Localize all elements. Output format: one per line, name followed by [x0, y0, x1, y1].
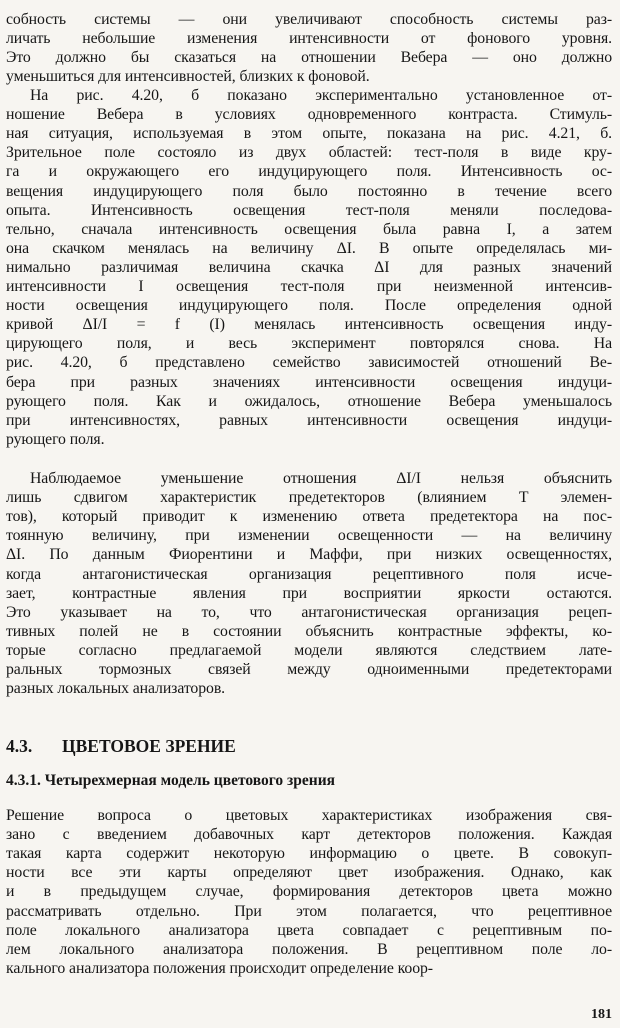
paragraph-2-line: га и окружающего его индуцирующего поля. Интенсивность ос-: [6, 163, 612, 181]
page-number: 181: [591, 1007, 612, 1022]
paragraph-3-line: зает, контрастные явления при восприятии яркости остаются.: [6, 584, 612, 602]
section-heading: [6, 736, 236, 757]
paragraph-2-line: опыта. Интенсивность освещения тест-поля меняли последова-: [6, 201, 612, 219]
paragraph-2-line: нимально различимая величина скачка ΔI для разных значений: [6, 258, 612, 276]
paragraph-2-line: она скачком менялась на величину ΔI. В опыте определялась ми-: [6, 239, 612, 257]
paragraph-2-line: ности освещения индуцирующего поля. После определения одной: [6, 297, 612, 315]
paragraph-2-line: цирующего поля, и весь эксперимент повторялся снова. На: [6, 335, 612, 353]
paragraph-2-line: На рис. 4.20, б показано экспериментально установленное от-: [30, 87, 612, 104]
paragraph-3-line: ральных тормозных связей между одноименными предетекторами: [6, 661, 612, 678]
paragraph-2-line: ная ситуация, используемая в этом опыте, показана на рис. 4.21, б.: [6, 125, 612, 143]
paragraph-2-line: ношение Вебера в условиях одновременного контраста. Стимуль-: [6, 106, 612, 124]
paragraph-2-line: рис. 4.20, б представлено семейство зависимостей отношений Ве-: [6, 354, 612, 372]
paragraph-4-line: и в предыдущем случае, формирования детекторов цвета можно: [6, 883, 612, 901]
paragraph-1-line: собность системы — они увеличивают способность системы раз-: [6, 11, 612, 28]
paragraph-3-line: тивных полей не в состоянии объяснить контрастные эффекты, ко-: [6, 622, 612, 640]
paragraph-4-line: такая карта содержит некоторую информацию о цвете. В совокуп-: [6, 845, 612, 863]
paragraph-4-line: Решение вопроса о цветовых характеристиках изображения свя-: [6, 807, 612, 824]
paragraph-3-line: ΔI. По данным Фиорентини и Маффи, при низких освещенностях,: [6, 546, 612, 564]
paragraph-2-line: тельно, сначала интенсивность освещения была равна I, а затем: [6, 220, 612, 238]
paragraph-4-line: зано с введением добавочных карт детекторов положения. Каждая: [6, 826, 612, 844]
paragraph-4-line: ности все эти карты определяют цвет изображения. Однако, как: [6, 864, 612, 882]
paragraph-3-line: когда антагонистическая организация рецептивного поля исче-: [6, 565, 612, 583]
subsection-heading: 4.3.1. Четырехмерная модель цветового зрения: [6, 772, 336, 789]
paragraph-2-line: Зрительное поле состояло из двух областей: тест-поля в виде кру-: [6, 144, 612, 162]
paragraph-3-line: Это указывает на то, что антагонистическая организация рецеп-: [6, 603, 612, 621]
paragraph-2-line: рующего поля. Как и ожидалось, отношение Вебера уменьшалось: [6, 392, 612, 410]
paragraph-3-line: лишь сдвигом характеристик предетекторов (влиянием T элемен-: [6, 489, 612, 507]
paragraph-1-line: личать небольшие изменения интенсивности от фонового уровня.: [6, 30, 612, 48]
paragraph-1-line: уменьшиться для интенсивностей, близких к фоновой.: [6, 68, 370, 86]
paragraph-4-line: кального анализатора положения происходит определение коор-: [6, 959, 433, 977]
paragraph-2-line: при интенсивностях, равных интенсивности освещения индуци-: [6, 411, 612, 429]
section-number: 4.3.: [6, 736, 33, 756]
paragraph-3-line: тоянную величину, при изменении освещенности — на величину: [6, 527, 612, 545]
paragraph-2-line: кривой ΔI/I = f (I) менялась интенсивность освещения инду-: [6, 316, 612, 334]
paragraph-2-line: рующего поля.: [6, 430, 105, 448]
section-title: ЦВЕТОВОЕ ЗРЕНИЕ: [62, 736, 236, 756]
paragraph-3-line: торые согласно предлагаемой модели являются следствием лате-: [6, 641, 612, 659]
paragraph-4-line: рассматривать отдельно. При этом полагается, что рецептивное: [6, 902, 612, 920]
paragraph-4-line: поле локального анализатора цвета совпадает с рецептивным по-: [6, 921, 612, 939]
paragraph-3-line: Наблюдаемое уменьшение отношения ΔI/I нельзя объяснить: [30, 470, 612, 487]
paragraph-3-line: тов), который приводит к изменению ответа предетектора на пос-: [6, 508, 612, 526]
paragraph-3-line: разных локальных анализаторов.: [6, 680, 226, 698]
paragraph-2-line: бера при разных значениях интенсивности освещения индуци-: [6, 373, 612, 391]
paragraph-4-line: лем локального анализатора положения. В рецептивном поле ло-: [6, 940, 612, 958]
paragraph-2-line: вещения индуцирующего поля было постоянно в течение всего: [6, 182, 612, 200]
paragraph-2-line: интенсивности I освещения тест-поля при неизменной интенсив-: [6, 278, 612, 295]
paragraph-1-line: Это должно бы сказаться на отношении Вебера — оно должно: [6, 49, 612, 67]
